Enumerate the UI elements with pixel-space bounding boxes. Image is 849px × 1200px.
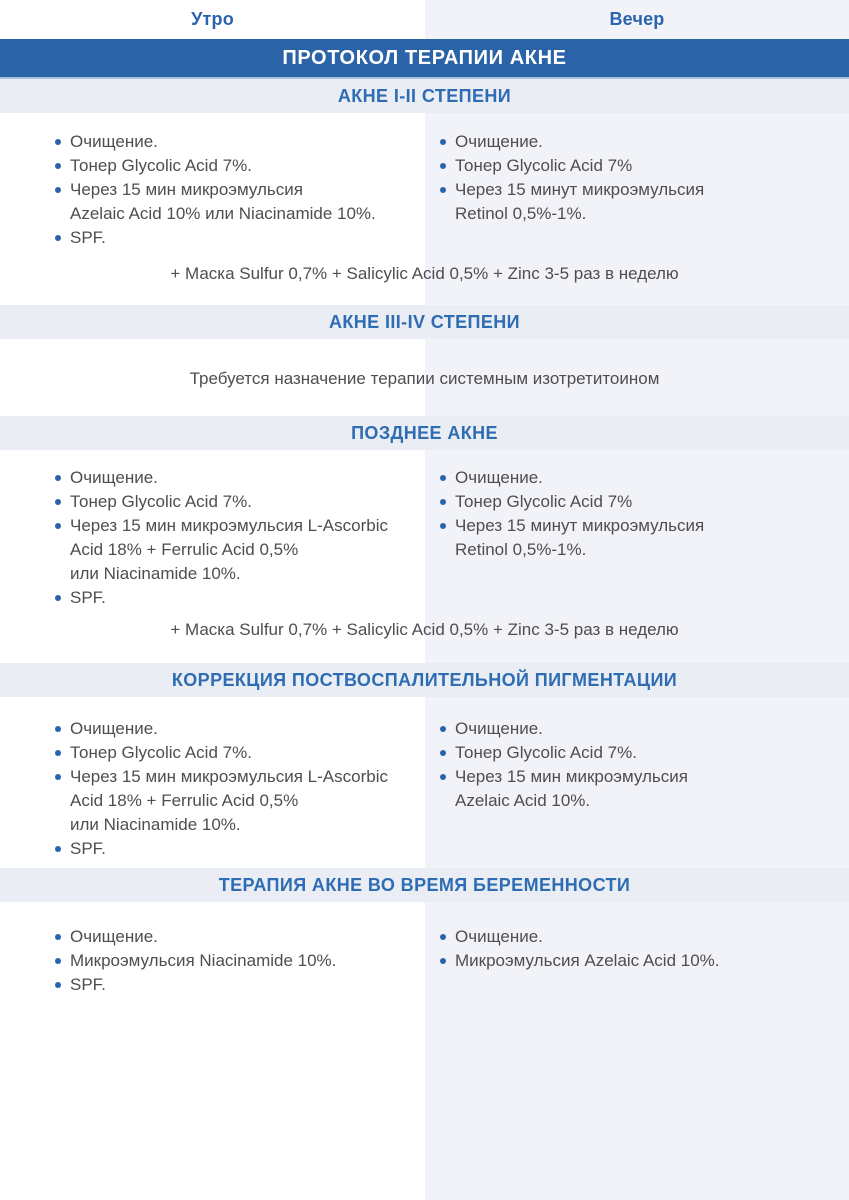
list-item: Тонер Glycolic Acid 7%	[440, 154, 837, 178]
section-body-pregnancy	[0, 902, 849, 997]
bullet-icon	[440, 523, 446, 529]
mask-note: + Маска Sulfur 0,7% + Salicylic Acid 0,5% + Zinc 3-5 раз в неделю	[170, 620, 679, 639]
list-item: Тонер Glycolic Acid 7%.	[55, 741, 413, 765]
list-item: Микроэмульсия Azelaic Acid 10%.	[440, 949, 837, 973]
protocol-title-banner: ПРОТОКОЛ ТЕРАПИИ АКНЕ	[0, 39, 849, 79]
bullet-icon	[440, 475, 446, 481]
evening-list	[440, 717, 837, 813]
bullet-icon	[55, 523, 61, 529]
bullet-icon	[55, 774, 61, 780]
bullet-icon	[55, 846, 61, 852]
list-item: Очищение.	[55, 130, 413, 154]
column-header-morning: Утро	[191, 9, 234, 29]
section-heading-acne-3-4: АКНЕ III-IV СТЕПЕНИ	[0, 305, 849, 339]
list-item: SPF.	[55, 586, 413, 610]
section-heading-pregnancy: ТЕРАПИЯ АКНЕ ВО ВРЕМЯ БЕРЕМЕННОСТИ	[0, 868, 849, 902]
list-item: Через 15 мин микроэмульсия L-Ascorbic Acid 18% + Ferrulic Acid 0,5% или Niacinamide 10%.	[55, 765, 413, 837]
list-item: Через 15 мин микроэмульсия L-Ascorbic Acid 18% + Ferrulic Acid 0,5% или Niacinamide 10%.	[55, 514, 413, 586]
bullet-icon	[55, 499, 61, 505]
bullet-icon	[55, 934, 61, 940]
bullet-icon	[440, 187, 446, 193]
list-item: SPF.	[55, 973, 413, 997]
evening-list	[440, 925, 837, 973]
list-item: Очищение.	[440, 717, 837, 741]
bullet-icon	[55, 982, 61, 988]
bullet-icon	[55, 235, 61, 241]
bullet-icon	[440, 139, 446, 145]
list-item: Очищение.	[440, 925, 837, 949]
systemic-therapy-note: Требуется назначение терапии системным изотретитоином	[189, 369, 660, 388]
bullet-icon	[55, 187, 61, 193]
list-item: Через 15 мин микроэмульсия Azelaic Acid 10%.	[440, 765, 837, 813]
list-item: Через 15 минут микроэмульсия Retinol 0,5%-1%.	[440, 178, 837, 226]
bullet-icon	[55, 750, 61, 756]
morning-list	[55, 925, 413, 997]
bullet-icon	[55, 595, 61, 601]
list-item: SPF.	[55, 837, 413, 861]
morning-list	[55, 130, 413, 250]
list-item: Тонер Glycolic Acid 7%.	[440, 741, 837, 765]
list-item: Через 15 минут микроэмульсия Retinol 0,5%-1%.	[440, 514, 837, 562]
section-heading-acne-1-2: АКНЕ I-II СТЕПЕНИ	[0, 79, 849, 113]
list-item: Очищение.	[55, 466, 413, 490]
bullet-icon	[440, 750, 446, 756]
list-item: Очищение.	[440, 130, 837, 154]
bullet-icon	[440, 499, 446, 505]
list-item: Очищение.	[55, 925, 413, 949]
section-body-acne-1-2	[0, 113, 849, 250]
morning-list	[55, 717, 413, 861]
section-body-pigmentation	[0, 697, 849, 861]
list-item: Через 15 мин микроэмульсия Azelaic Acid 10% или Niacinamide 10%.	[55, 178, 413, 226]
evening-list	[440, 466, 837, 562]
bullet-icon	[55, 139, 61, 145]
section-heading-pigmentation: КОРРЕКЦИЯ ПОСТВОСПАЛИТЕЛЬНОЙ ПИГМЕНТАЦИИ	[0, 663, 849, 697]
evening-list	[440, 130, 837, 226]
daypart-header-row	[0, 0, 849, 39]
list-item: SPF.	[55, 226, 413, 250]
bullet-icon	[55, 163, 61, 169]
mask-note: + Маска Sulfur 0,7% + Salicylic Acid 0,5% + Zinc 3-5 раз в неделю	[170, 264, 679, 283]
bullet-icon	[440, 774, 446, 780]
list-item: Микроэмульсия Niacinamide 10%.	[55, 949, 413, 973]
list-item: Тонер Glycolic Acid 7%.	[55, 154, 413, 178]
bullet-icon	[55, 958, 61, 964]
list-item: Тонер Glycolic Acid 7%	[440, 490, 837, 514]
section-heading-late-acne: ПОЗДНЕЕ АКНЕ	[0, 416, 849, 450]
column-header-evening: Вечер	[609, 9, 665, 29]
bullet-icon	[440, 958, 446, 964]
list-item: Очищение.	[55, 717, 413, 741]
list-item: Тонер Glycolic Acid 7%.	[55, 490, 413, 514]
bullet-icon	[440, 726, 446, 732]
bullet-icon	[440, 934, 446, 940]
morning-list	[55, 466, 413, 610]
list-item: Очищение.	[440, 466, 837, 490]
bullet-icon	[440, 163, 446, 169]
section-body-late-acne	[0, 450, 849, 610]
bullet-icon	[55, 726, 61, 732]
bullet-icon	[55, 475, 61, 481]
